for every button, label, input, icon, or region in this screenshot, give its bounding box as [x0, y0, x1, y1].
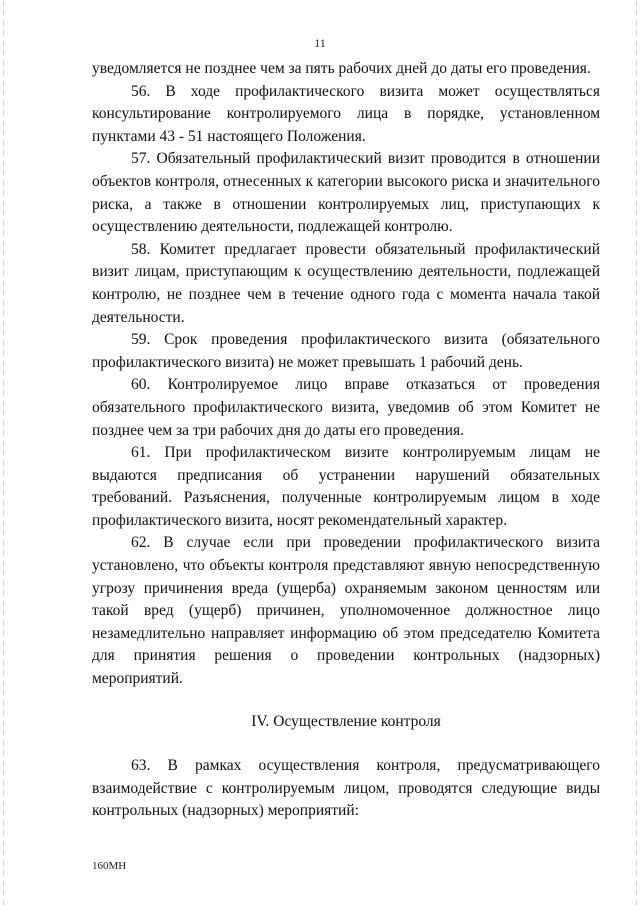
paragraph-57: 57. Обязательный профилактический визит проводится в отношении объектов контроля, отнесенных к категории высокого риска и значительного риска, а также в отношении контролируемых лиц, приступающих к осуществлению деятельности, подлежащей контролю.: [92, 150, 600, 236]
scan-edge-right: [636, 0, 637, 905]
paragraph-59: 59. Срок проведения профилактического визита (обязательного профилактического визита) не может превышать 1 рабочий день.: [92, 331, 600, 371]
paragraph-58: 58. Комитет предлагает провести обязательный профилактический визит лицам, приступающим к осуществлению деятельности, подлежащей контролю, не позднее чем в течение одного года с момента начала такой деятельности.: [92, 240, 600, 326]
footer-document-code: 160МН: [92, 860, 127, 872]
scan-edge-left: [3, 0, 4, 905]
section-heading: IV. Осуществление контроля: [251, 712, 441, 730]
page-number: 11: [314, 36, 326, 50]
paragraph-62: 62. В случае если при проведении профилактического визита установлено, что объекты контроля представляют явную непосредственную угрозу причинения вреда (ущерба) охраняемым законом ценностям или такой вред (ущерб) причинен, уполномоченное должностное лицо незамедлительно направляет информацию об этом председателю Комитета для принятия решения о проведении контрольных (надзорных) мероприятий.: [92, 534, 600, 688]
paragraph-continuation: уведомляется не позднее чем за пять рабочих дней до даты его проведения.: [92, 60, 591, 77]
paragraph-56: 56. В ходе профилактического визита может осуществляться консультирование контролируемого лица в порядке, установленном пунктами 43 - 51 настоящего Положения.: [92, 82, 600, 145]
paragraph-63: 63. В рамках осуществления контроля, предусматривающего взаимодействие с контролируемым лицом, проводятся следующие виды контрольных (надзорных) мероприятий:: [92, 757, 600, 820]
paragraph-61: 61. При профилактическом визите контролируемым лицам не выдаются предписания об устранении нарушений обязательных требований. Разъяснения, полученные контролируемым лицом в ходе профилактического визита, носят рекомендательный характер.: [92, 444, 600, 529]
document-body: [92, 58, 600, 823]
paragraph-60: 60. Контролируемое лицо вправе отказаться от проведения обязательного профилактического визита, уведомив об этом Комитет не позднее чем за три рабочих дня до даты его проведения.: [92, 376, 600, 439]
